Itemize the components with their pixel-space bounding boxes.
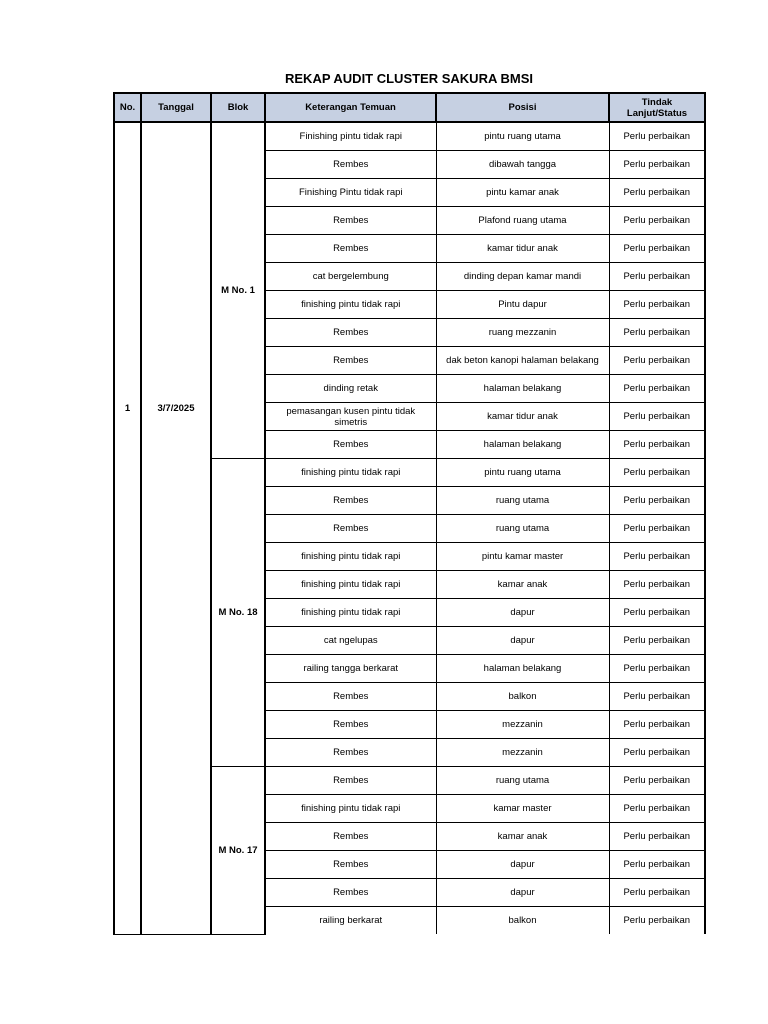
keterangan-cell: finishing pintu tidak rapi xyxy=(265,459,436,487)
posisi-cell: dapur xyxy=(436,879,609,907)
blok-cell: M No. 17 xyxy=(211,767,265,935)
status-cell: Perlu perbaikan xyxy=(609,543,705,571)
header-blok: Blok xyxy=(211,93,265,122)
audit-table xyxy=(113,92,706,935)
status-cell: Perlu perbaikan xyxy=(609,711,705,739)
audit-table-body xyxy=(114,122,705,934)
posisi-cell: kamar anak xyxy=(436,823,609,851)
posisi-cell: dibawah tangga xyxy=(436,151,609,179)
status-cell: Perlu perbaikan xyxy=(609,907,705,935)
header-keterangan: Keterangan Temuan xyxy=(265,93,436,122)
status-cell: Perlu perbaikan xyxy=(609,319,705,347)
status-cell: Perlu perbaikan xyxy=(609,235,705,263)
status-cell: Perlu perbaikan xyxy=(609,655,705,683)
posisi-cell: mezzanin xyxy=(436,739,609,767)
status-cell: Perlu perbaikan xyxy=(609,459,705,487)
posisi-cell: kamar tidur anak xyxy=(436,403,609,431)
keterangan-cell: Rembes xyxy=(265,739,436,767)
keterangan-cell: Rembes xyxy=(265,207,436,235)
posisi-cell: dapur xyxy=(436,599,609,627)
status-cell: Perlu perbaikan xyxy=(609,879,705,907)
status-cell: Perlu perbaikan xyxy=(609,375,705,403)
status-cell: Perlu perbaikan xyxy=(609,739,705,767)
posisi-cell: halaman belakang xyxy=(436,431,609,459)
keterangan-cell: Rembes xyxy=(265,879,436,907)
status-cell: Perlu perbaikan xyxy=(609,627,705,655)
posisi-cell: Plafond ruang utama xyxy=(436,207,609,235)
status-cell: Perlu perbaikan xyxy=(609,431,705,459)
keterangan-cell: Rembes xyxy=(265,515,436,543)
keterangan-cell: pemasangan kusen pintu tidak simetris xyxy=(265,403,436,431)
header-no: No. xyxy=(114,93,141,122)
header-tanggal: Tanggal xyxy=(141,93,211,122)
posisi-cell: halaman belakang xyxy=(436,375,609,403)
posisi-cell: dapur xyxy=(436,851,609,879)
keterangan-cell: finishing pintu tidak rapi xyxy=(265,291,436,319)
status-cell: Perlu perbaikan xyxy=(609,263,705,291)
record-no: 1 xyxy=(114,122,141,934)
status-cell: Perlu perbaikan xyxy=(609,179,705,207)
blok-cell: M No. 18 xyxy=(211,459,265,767)
posisi-cell: pintu kamar master xyxy=(436,543,609,571)
keterangan-cell: railing tangga berkarat xyxy=(265,655,436,683)
keterangan-cell: finishing pintu tidak rapi xyxy=(265,543,436,571)
document-title: REKAP AUDIT CLUSTER SAKURA BMSI xyxy=(285,71,533,86)
keterangan-cell: Rembes xyxy=(265,235,436,263)
header-status: Tindak Lanjut/Status xyxy=(609,93,705,122)
status-cell: Perlu perbaikan xyxy=(609,571,705,599)
status-cell: Perlu perbaikan xyxy=(609,403,705,431)
posisi-cell: kamar anak xyxy=(436,571,609,599)
keterangan-cell: Rembes xyxy=(265,851,436,879)
keterangan-cell: Rembes xyxy=(265,151,436,179)
keterangan-cell: dinding retak xyxy=(265,375,436,403)
keterangan-cell: Rembes xyxy=(265,431,436,459)
keterangan-cell: Rembes xyxy=(265,711,436,739)
keterangan-cell: Rembes xyxy=(265,319,436,347)
table-row xyxy=(114,122,705,151)
status-cell: Perlu perbaikan xyxy=(609,151,705,179)
posisi-cell: Pintu dapur xyxy=(436,291,609,319)
posisi-cell: pintu ruang utama xyxy=(436,122,609,151)
blok-cell: M No. 1 xyxy=(211,122,265,459)
keterangan-cell: Rembes xyxy=(265,487,436,515)
status-cell: Perlu perbaikan xyxy=(609,599,705,627)
posisi-cell: balkon xyxy=(436,907,609,935)
header-row xyxy=(114,93,705,122)
keterangan-cell: Rembes xyxy=(265,347,436,375)
posisi-cell: dak beton kanopi halaman belakang xyxy=(436,347,609,375)
posisi-cell: dapur xyxy=(436,627,609,655)
keterangan-cell: Rembes xyxy=(265,683,436,711)
keterangan-cell: finishing pintu tidak rapi xyxy=(265,599,436,627)
record-tanggal: 3/7/2025 xyxy=(141,122,211,934)
posisi-cell: dinding depan kamar mandi xyxy=(436,263,609,291)
status-cell: Perlu perbaikan xyxy=(609,851,705,879)
keterangan-cell: finishing pintu tidak rapi xyxy=(265,571,436,599)
keterangan-cell: railing berkarat xyxy=(265,907,436,935)
posisi-cell: mezzanin xyxy=(436,711,609,739)
posisi-cell: kamar master xyxy=(436,795,609,823)
status-cell: Perlu perbaikan xyxy=(609,207,705,235)
posisi-cell: pintu ruang utama xyxy=(436,459,609,487)
status-cell: Perlu perbaikan xyxy=(609,291,705,319)
header-posisi: Posisi xyxy=(436,93,609,122)
keterangan-cell: Finishing pintu tidak rapi xyxy=(265,122,436,151)
keterangan-cell: cat ngelupas xyxy=(265,627,436,655)
posisi-cell: ruang utama xyxy=(436,515,609,543)
keterangan-cell: Rembes xyxy=(265,767,436,795)
status-cell: Perlu perbaikan xyxy=(609,347,705,375)
status-cell: Perlu perbaikan xyxy=(609,487,705,515)
status-cell: Perlu perbaikan xyxy=(609,515,705,543)
keterangan-cell: Rembes xyxy=(265,823,436,851)
posisi-cell: ruang utama xyxy=(436,487,609,515)
status-cell: Perlu perbaikan xyxy=(609,823,705,851)
status-cell: Perlu perbaikan xyxy=(609,767,705,795)
posisi-cell: ruang utama xyxy=(436,767,609,795)
status-cell: Perlu perbaikan xyxy=(609,122,705,151)
status-cell: Perlu perbaikan xyxy=(609,795,705,823)
posisi-cell: kamar tidur anak xyxy=(436,235,609,263)
keterangan-cell: cat bergelembung xyxy=(265,263,436,291)
keterangan-cell: finishing pintu tidak rapi xyxy=(265,795,436,823)
posisi-cell: pintu kamar anak xyxy=(436,179,609,207)
posisi-cell: balkon xyxy=(436,683,609,711)
keterangan-cell: Finishing Pintu tidak rapi xyxy=(265,179,436,207)
status-cell: Perlu perbaikan xyxy=(609,683,705,711)
posisi-cell: ruang mezzanin xyxy=(436,319,609,347)
posisi-cell: halaman belakang xyxy=(436,655,609,683)
